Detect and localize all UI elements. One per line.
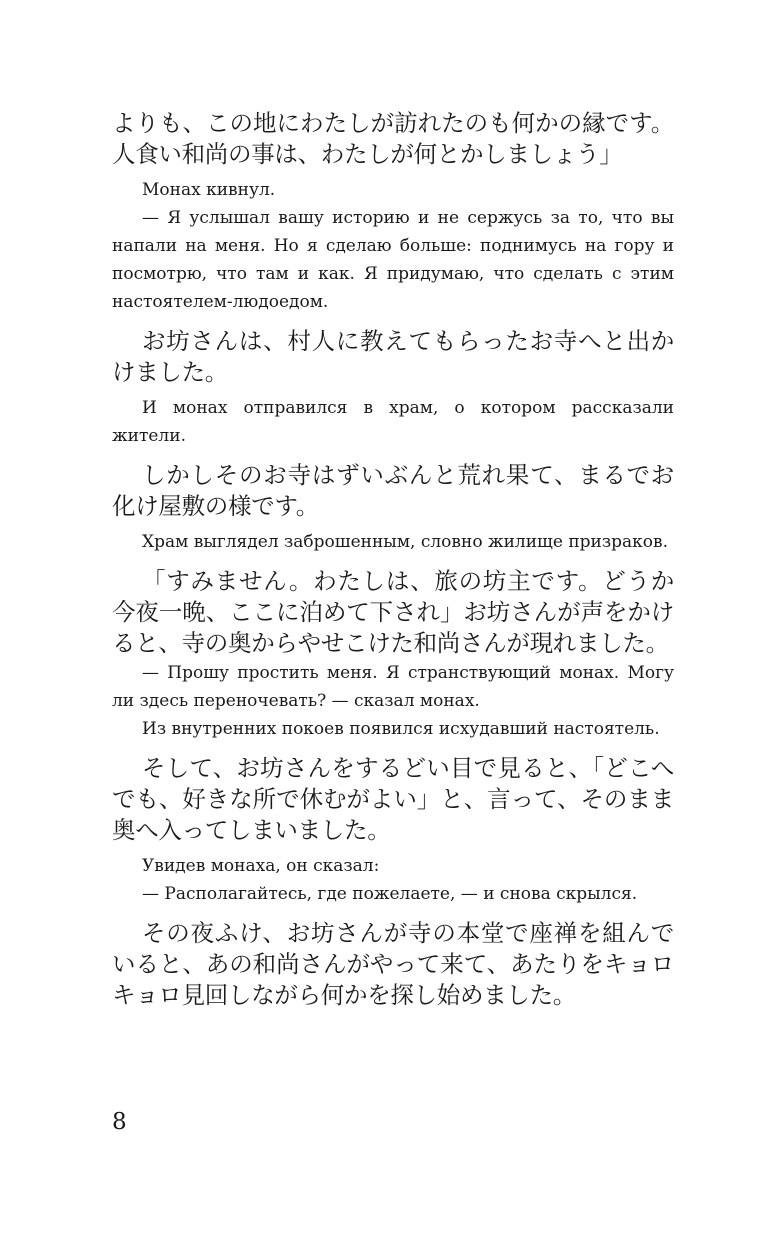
ru-paragraph: — Я услышал вашу историю и не сержусь за то, что вы напали на меня. Но я сделаю больше: поднимусь на гору и посмотрю, что там и как. Я придумаю, что сделать с этим настоятелем-людоедом.	[112, 208, 674, 312]
page-body	[112, 108, 674, 1011]
ru-paragraph: — Прошу простить меня. Я странствующий монах. Могу ли здесь переночевать? — сказал монах.	[112, 663, 674, 711]
jp-paragraph: そして、お坊さんをするどい目で見ると、「どこへでも、好きな所で休むがよい」と、言って、そのまま奥へ入ってしまいました。	[112, 754, 674, 844]
page-number: 8	[112, 1109, 127, 1135]
jp-paragraph: 「すみません。わたしは、旅の坊主です。どうか今夜一晩、ここに泊めて下され」お坊さんが声をかけると、寺の奥からやせこけた和尚さんが現れました。	[112, 567, 674, 657]
jp-paragraph: その夜ふけ、お坊さんが寺の本堂で座禅を組んでいると、あの和尚さんがやって来て、あたりをキョロキョロ見回しながら何かを探し始めました。	[112, 919, 674, 1009]
ru-paragraph: — Располагайтесь, где пожелаете, — и снова скрылся.	[142, 884, 638, 904]
jp-paragraph: しかしそのお寺はずいぶんと荒れ果て、まるでお化け屋敷の様です。	[112, 461, 674, 520]
jp-paragraph: よりも、この地にわたしが訪れたのも何かの縁です。人食い和尚の事は、わたしが何とかしましょう」	[112, 109, 674, 168]
ru-paragraph: И монах отправился в храм, о котором рассказали жители.	[112, 398, 674, 446]
ru-paragraph: Храм выглядел заброшенным, словно жилище призраков.	[142, 532, 668, 552]
ru-paragraph: Монах кивнул.	[142, 180, 276, 200]
ru-paragraph: Из внутренних покоев появился исхудавший настоятель.	[142, 719, 660, 739]
jp-paragraph: お坊さんは、村人に教えてもらったお寺へと出かけました。	[112, 327, 674, 386]
ru-paragraph: Увидев монаха, он сказал:	[142, 856, 380, 876]
